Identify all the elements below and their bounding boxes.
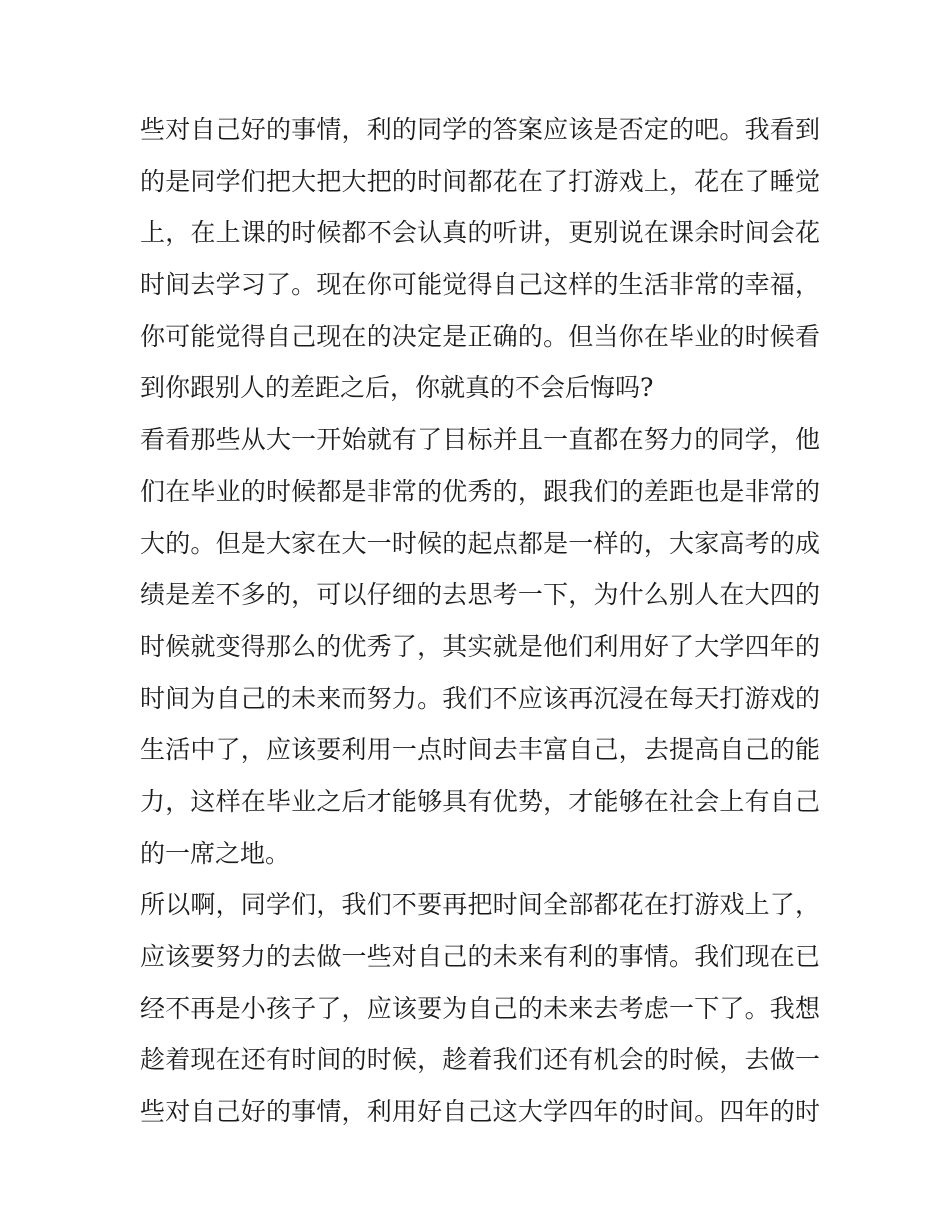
text-line: 时间去学习了。现在你可能觉得自己这样的生活非常的幸福， bbox=[140, 270, 820, 300]
text-line: 上，在上课的时候都不会认真的听讲，更别说在课余时间会花 bbox=[140, 218, 820, 248]
text-line: 看看那些从大一开始就有了目标并且一直都在努力的同学，他 bbox=[140, 425, 820, 455]
text-line: 的一席之地。 bbox=[140, 838, 291, 868]
text-line: 大的。但是大家在大一时候的起点都是一样的，大家高考的成 bbox=[140, 528, 820, 558]
text-line: 你可能觉得自己现在的决定是正确的。但当你在毕业的时候看 bbox=[140, 321, 820, 351]
text-line: 应该要努力的去做一些对自己的未来有利的事情。我们现在已 bbox=[140, 942, 820, 971]
text-line: 到你跟别人的差距之后，你就真的不会后悔吗? bbox=[140, 373, 654, 403]
text-line: 力，这样在毕业之后才能够具有优势，才能够在社会上有自己 bbox=[140, 786, 820, 816]
text-line: 趁着现在还有时间的时候，趁着我们还有机会的时候，去做一 bbox=[140, 1045, 820, 1075]
text-line: 时间为自己的未来而努力。我们不应该再沉浸在每天打游戏的 bbox=[140, 683, 820, 713]
text-line: 些对自己好的事情，利的同学的答案应该是否定的吧。我看到 bbox=[140, 115, 820, 144]
text-line: 生活中了，应该要利用一点时间去丰富自己，去提高自己的能 bbox=[140, 735, 820, 765]
text-line: 们在毕业的时候都是非常的优秀的，跟我们的差距也是非常的 bbox=[140, 476, 820, 506]
body-text bbox=[140, 104, 820, 1138]
text-line: 的是同学们把大把大把的时间都花在了打游戏上，花在了睡觉 bbox=[140, 166, 820, 196]
text-line: 经不再是小孩子了，应该要为自己的未来去考虑一下了。我想 bbox=[140, 993, 820, 1023]
text-line: 时候就变得那么的优秀了，其实就是他们利用好了大学四年的 bbox=[140, 631, 820, 661]
text-line: 些对自己好的事情，利用好自己这大学四年的时间。四年的时 bbox=[140, 1097, 820, 1127]
text-line: 所以啊，同学们，我们不要再把时间全部都花在打游戏上了， bbox=[140, 890, 820, 920]
text-line: 绩是差不多的，可以仔细的去思考一下，为什么别人在大四的 bbox=[140, 580, 820, 610]
